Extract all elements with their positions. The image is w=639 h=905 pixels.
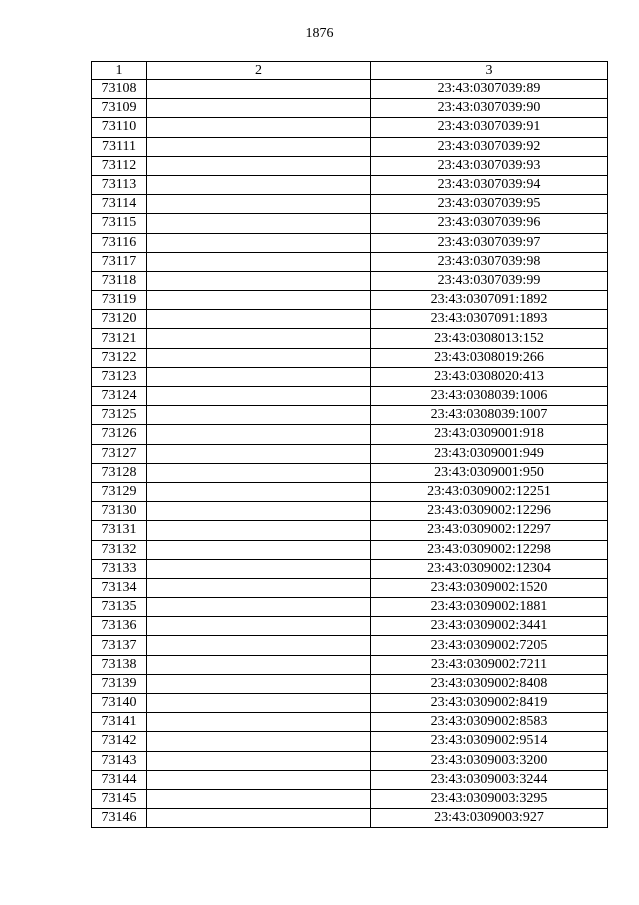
table-row [92,214,608,233]
cadastral-number-cell: 23:43:0309002:12298 [371,540,608,559]
row-number-cell: 73122 [92,348,147,367]
cadastral-number-cell: 23:43:0309002:7211 [371,655,608,674]
cadastral-number-cell: 23:43:0309002:8408 [371,674,608,693]
description-cell [147,406,371,425]
description-cell [147,271,371,290]
cadastral-number-cell: 23:43:0309002:1520 [371,578,608,597]
table-row [92,291,608,310]
cadastral-number-cell: 23:43:0308013:152 [371,329,608,348]
row-number-cell: 73116 [92,233,147,252]
row-number-cell: 73128 [92,463,147,482]
row-number-cell: 73112 [92,156,147,175]
row-number-cell: 73111 [92,137,147,156]
cadastral-number-cell: 23:43:0309001:918 [371,425,608,444]
table-row [92,521,608,540]
description-cell [147,137,371,156]
cadastral-number-cell: 23:43:0308039:1006 [371,387,608,406]
table-row [92,310,608,329]
cadastral-number-cell: 23:43:0309001:949 [371,444,608,463]
description-cell [147,175,371,194]
row-number-cell: 73134 [92,578,147,597]
description-cell [147,310,371,329]
cadastral-number-cell: 23:43:0309002:3441 [371,617,608,636]
row-number-cell: 73125 [92,406,147,425]
header-row [92,62,608,80]
description-cell [147,291,371,310]
cadastral-number-cell: 23:43:0309003:3244 [371,770,608,789]
table-row [92,80,608,99]
description-cell [147,463,371,482]
page-number: 1876 [305,26,334,41]
table-row [92,463,608,482]
description-cell [147,540,371,559]
table-row [92,444,608,463]
cadastral-number-cell: 23:43:0307039:99 [371,271,608,290]
description-cell [147,809,371,828]
description-cell [147,233,371,252]
description-cell [147,195,371,214]
row-number-cell: 73131 [92,521,147,540]
table-row [92,713,608,732]
cadastral-number-cell: 23:43:0307039:91 [371,118,608,137]
description-cell [147,636,371,655]
table-row [92,195,608,214]
cadastral-number-cell: 23:43:0309002:12304 [371,559,608,578]
cadastral-number-cell: 23:43:0307039:96 [371,214,608,233]
description-cell [147,99,371,118]
table-row [92,559,608,578]
description-cell [147,118,371,137]
cadastral-number-cell: 23:43:0307091:1892 [371,291,608,310]
description-cell [147,521,371,540]
cadastral-number-cell: 23:43:0309002:12297 [371,521,608,540]
description-cell [147,387,371,406]
row-number-cell: 73114 [92,195,147,214]
cadastral-number-cell: 23:43:0308020:413 [371,367,608,386]
row-number-cell: 73110 [92,118,147,137]
row-number-cell: 73141 [92,713,147,732]
description-cell [147,80,371,99]
row-number-cell: 73124 [92,387,147,406]
row-number-cell: 73139 [92,674,147,693]
description-cell [147,214,371,233]
table-row [92,252,608,271]
row-number-cell: 73119 [92,291,147,310]
cadastral-number-cell: 23:43:0309001:950 [371,463,608,482]
cadastral-number-cell: 23:43:0308039:1007 [371,406,608,425]
description-cell [147,444,371,463]
table-row [92,674,608,693]
cadastral-number-cell: 23:43:0309003:927 [371,809,608,828]
description-cell [147,674,371,693]
row-number-cell: 73146 [92,809,147,828]
cadastral-number-cell: 23:43:0309002:9514 [371,732,608,751]
description-cell [147,789,371,808]
row-number-cell: 73113 [92,175,147,194]
table-row [92,770,608,789]
description-cell [147,578,371,597]
row-number-cell: 73120 [92,310,147,329]
cadastral-number-cell: 23:43:0307039:97 [371,233,608,252]
cadastral-number-cell: 23:43:0309002:12251 [371,482,608,501]
row-number-cell: 73123 [92,367,147,386]
cadastral-number-cell: 23:43:0307039:89 [371,80,608,99]
table-row [92,175,608,194]
row-number-cell: 73129 [92,482,147,501]
table-row [92,502,608,521]
table-row [92,156,608,175]
table-row [92,694,608,713]
table-row [92,118,608,137]
table-row [92,789,608,808]
table-row [92,99,608,118]
table-row [92,732,608,751]
row-number-cell: 73127 [92,444,147,463]
cadastral-number-cell: 23:43:0307039:93 [371,156,608,175]
description-cell [147,482,371,501]
cadastral-number-cell: 23:43:0309002:1881 [371,598,608,617]
table-row [92,578,608,597]
row-number-cell: 73138 [92,655,147,674]
row-number-cell: 73140 [92,694,147,713]
description-cell [147,348,371,367]
row-number-cell: 73118 [92,271,147,290]
cadastral-number-cell: 23:43:0309003:3200 [371,751,608,770]
cadastral-number-cell: 23:43:0307039:98 [371,252,608,271]
row-number-cell: 73135 [92,598,147,617]
row-number-cell: 73142 [92,732,147,751]
cadastral-number-cell: 23:43:0307039:95 [371,195,608,214]
row-number-cell: 73130 [92,502,147,521]
description-cell [147,252,371,271]
cadastral-number-cell: 23:43:0309002:12296 [371,502,608,521]
description-cell [147,732,371,751]
table-row [92,482,608,501]
row-number-cell: 73109 [92,99,147,118]
cadastral-number-cell: 23:43:0309002:8419 [371,694,608,713]
table-row [92,137,608,156]
table-row [92,233,608,252]
row-number-cell: 73137 [92,636,147,655]
row-number-cell: 73132 [92,540,147,559]
row-number-cell: 73143 [92,751,147,770]
table-row [92,655,608,674]
description-cell [147,559,371,578]
table-row [92,636,608,655]
table-row [92,387,608,406]
description-cell [147,425,371,444]
description-cell [147,598,371,617]
table-body [92,80,608,828]
table-row [92,367,608,386]
table-row [92,348,608,367]
row-number-cell: 73144 [92,770,147,789]
table-row [92,406,608,425]
cadastral-number-cell: 23:43:0307091:1893 [371,310,608,329]
table-row [92,751,608,770]
description-cell [147,713,371,732]
cadastral-number-cell: 23:43:0307039:92 [371,137,608,156]
description-cell [147,156,371,175]
description-cell [147,329,371,348]
table-header [92,62,608,80]
row-number-cell: 73136 [92,617,147,636]
column-header-2: 2 [147,62,371,80]
column-header-3: 3 [371,62,608,80]
table-row [92,540,608,559]
table-row [92,617,608,636]
row-number-cell: 73133 [92,559,147,578]
description-cell [147,655,371,674]
description-cell [147,751,371,770]
table-row [92,809,608,828]
cadastral-number-cell: 23:43:0308019:266 [371,348,608,367]
row-number-cell: 73117 [92,252,147,271]
table-row [92,425,608,444]
column-header-1: 1 [92,62,147,80]
cadastral-number-cell: 23:43:0307039:90 [371,99,608,118]
row-number-cell: 73126 [92,425,147,444]
table-row [92,598,608,617]
table-row [92,329,608,348]
row-number-cell: 73145 [92,789,147,808]
description-cell [147,367,371,386]
row-number-cell: 73115 [92,214,147,233]
row-number-cell: 73108 [92,80,147,99]
cadastral-number-cell: 23:43:0309002:8583 [371,713,608,732]
description-cell [147,770,371,789]
description-cell [147,694,371,713]
registry-table [91,61,608,828]
cadastral-number-cell: 23:43:0309003:3295 [371,789,608,808]
row-number-cell: 73121 [92,329,147,348]
description-cell [147,502,371,521]
table-row [92,271,608,290]
description-cell [147,617,371,636]
cadastral-number-cell: 23:43:0309002:7205 [371,636,608,655]
cadastral-number-cell: 23:43:0307039:94 [371,175,608,194]
